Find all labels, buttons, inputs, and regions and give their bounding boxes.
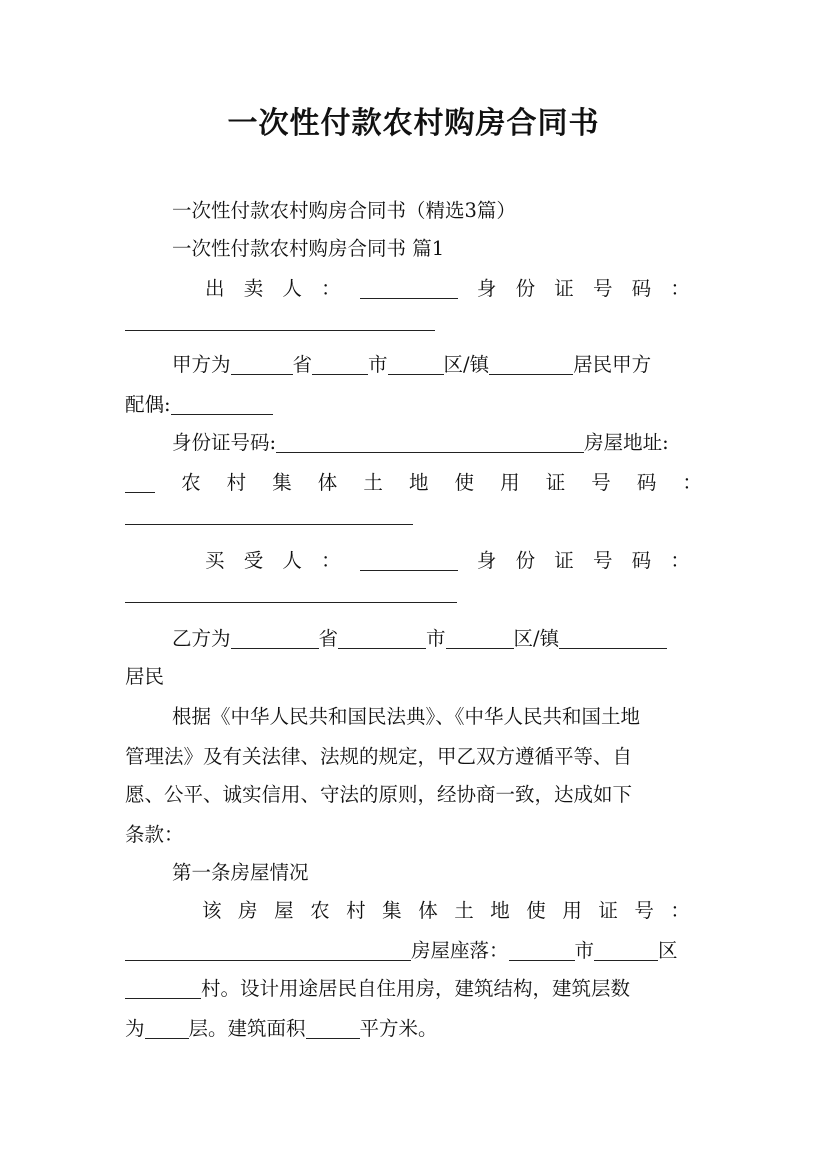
party-a-city: 市 bbox=[368, 353, 388, 376]
party-b-province: 省 bbox=[318, 627, 339, 650]
buyer-line bbox=[205, 542, 690, 580]
party-b-province-blank bbox=[231, 626, 319, 649]
land-cert-char: 证 bbox=[545, 471, 566, 494]
land-cert-blank bbox=[125, 502, 413, 525]
party-a-city-blank bbox=[312, 352, 368, 375]
seller-label-char: 份 bbox=[515, 277, 536, 300]
land-cert-char: 体 bbox=[317, 471, 338, 494]
cert-no-char: 农 bbox=[310, 899, 330, 922]
village-blank bbox=[125, 976, 201, 999]
buyer-label-char: ： bbox=[321, 549, 341, 572]
buyer-label-char: 人 bbox=[282, 549, 302, 572]
area-blank bbox=[306, 1016, 360, 1039]
seller-label-char: 人 bbox=[282, 277, 302, 300]
spouse-blank bbox=[171, 392, 273, 415]
cert-no-char: 屋 bbox=[274, 899, 294, 922]
cert-no-char: 房 bbox=[238, 899, 258, 922]
buyer-label-char: 码 bbox=[631, 549, 652, 572]
cert-no-char: 土 bbox=[454, 899, 474, 922]
party-a-line bbox=[172, 346, 702, 384]
party-b-city-blank bbox=[338, 626, 426, 649]
land-cert-char: 土 bbox=[363, 471, 383, 494]
cert-no-char: 地 bbox=[490, 899, 510, 922]
party-a-district-blank bbox=[388, 352, 444, 375]
party-a-province-blank bbox=[231, 352, 293, 375]
spouse-label: 配偶: bbox=[125, 393, 171, 416]
subtitle: 一次性付款农村购房合同书（精选3篇） bbox=[172, 199, 516, 222]
seller-name-blank bbox=[360, 276, 458, 299]
seller-id-blank bbox=[125, 308, 435, 331]
seller-id-line bbox=[125, 308, 702, 346]
land-cert-blank-line bbox=[125, 502, 702, 540]
location-line bbox=[125, 932, 702, 970]
village-line bbox=[125, 970, 702, 1008]
land-cert-char: 使 bbox=[454, 471, 475, 494]
seller-label-char: 身 bbox=[476, 277, 497, 300]
basis-line: 愿、公平、诚实信用、守法的原则，经协商一致，达成如下 bbox=[125, 783, 633, 806]
land-cert-char: 集 bbox=[272, 471, 292, 494]
area-unit: 平方米。 bbox=[359, 1017, 438, 1040]
land-cert-char: 农 bbox=[181, 471, 201, 494]
id-blank bbox=[276, 430, 584, 453]
land-cert-char: 地 bbox=[408, 471, 429, 494]
seller-label-char: 卖 bbox=[243, 277, 264, 300]
cert-no-char: 集 bbox=[382, 899, 402, 922]
party-b-resident-blank bbox=[559, 626, 667, 649]
land-cert-char: ： bbox=[682, 471, 702, 494]
location-city-blank bbox=[509, 938, 575, 961]
seller-line bbox=[205, 270, 690, 308]
cert-no-char: ： bbox=[670, 899, 690, 922]
section-heading: 一次性付款农村购房合同书 篇1 bbox=[172, 237, 445, 260]
party-a-prefix: 甲方为 bbox=[172, 353, 231, 376]
land-cert-char: 码 bbox=[636, 471, 657, 494]
cert-no-char: 村 bbox=[346, 899, 366, 922]
cert-no-blank bbox=[125, 938, 411, 961]
seller-label-char: 证 bbox=[554, 277, 574, 300]
buyer-label-char: 受 bbox=[243, 549, 264, 572]
cert-no-char: 体 bbox=[418, 899, 438, 922]
buyer-label-char: 买 bbox=[205, 549, 225, 572]
article1-heading: 第一条房屋情况 bbox=[172, 861, 309, 884]
cert-no-char: 用 bbox=[562, 899, 582, 922]
party-b-prefix: 乙方为 bbox=[172, 627, 231, 650]
id-address-line bbox=[172, 424, 702, 462]
seller-label-char: 码 bbox=[631, 277, 652, 300]
party-a-resident-blank bbox=[489, 352, 573, 375]
party-b-resident-line: 居民 bbox=[125, 665, 165, 688]
village-text: 村。设计用途居民自住用房，建筑结构，建筑层数 bbox=[201, 977, 631, 1000]
cert-no-char: 使 bbox=[526, 899, 546, 922]
spouse-line bbox=[125, 386, 702, 424]
party-b-line bbox=[172, 620, 702, 658]
location-city: 市 bbox=[574, 939, 595, 962]
land-cert-line bbox=[125, 464, 702, 502]
buyer-label-char: ： bbox=[670, 549, 690, 572]
party-a-district: 区/镇 bbox=[443, 353, 490, 376]
land-cert-char: 用 bbox=[500, 471, 520, 494]
seller-label-char: ： bbox=[321, 277, 341, 300]
cert-no-line bbox=[202, 892, 690, 930]
seller-label-char: ： bbox=[670, 277, 690, 300]
buyer-label-char: 证 bbox=[554, 549, 574, 572]
buyer-id-blank bbox=[125, 580, 457, 603]
buyer-label-char: 份 bbox=[515, 549, 536, 572]
basis-line: 条款： bbox=[125, 823, 184, 846]
floors-text: 层。建筑面积 bbox=[188, 1017, 306, 1040]
land-cert-char: 村 bbox=[226, 471, 247, 494]
address-label: 房屋地址: bbox=[584, 431, 669, 454]
document-title: 一次性付款农村购房合同书 bbox=[227, 106, 600, 141]
floors-blank bbox=[145, 1016, 189, 1039]
land-cert-char: 号 bbox=[591, 471, 611, 494]
cert-no-char: 该 bbox=[202, 899, 222, 922]
buyer-label-char: 身 bbox=[476, 549, 497, 572]
cert-no-char: 号 bbox=[634, 899, 654, 922]
cert-no-char: 证 bbox=[598, 899, 618, 922]
seller-label-char: 号 bbox=[592, 277, 613, 300]
party-b-city: 市 bbox=[426, 627, 446, 650]
basis-line: 管理法》及有关法律、法规的规定，甲乙双方遵循平等、自 bbox=[125, 745, 633, 768]
id-label: 身份证号码: bbox=[172, 431, 277, 454]
party-a-province: 省 bbox=[292, 353, 313, 376]
basis-line: 根据《中华人民共和国民法典》、《中华人民共和国土地 bbox=[172, 705, 641, 728]
location-label: 房屋座落： bbox=[411, 939, 509, 962]
buyer-name-blank bbox=[360, 548, 458, 571]
location-district: 区 bbox=[658, 939, 678, 962]
area-line bbox=[125, 1010, 702, 1048]
address-blank bbox=[125, 470, 155, 493]
buyer-id-line bbox=[125, 580, 702, 618]
party-b-district: 区/镇 bbox=[513, 627, 560, 650]
location-district-blank bbox=[594, 938, 658, 961]
for-text: 为 bbox=[125, 1017, 145, 1040]
buyer-label-char: 号 bbox=[592, 549, 613, 572]
seller-label-char: 出 bbox=[205, 277, 225, 300]
party-b-district-blank bbox=[446, 626, 514, 649]
party-a-resident-spouse: 居民甲方 bbox=[573, 353, 652, 376]
